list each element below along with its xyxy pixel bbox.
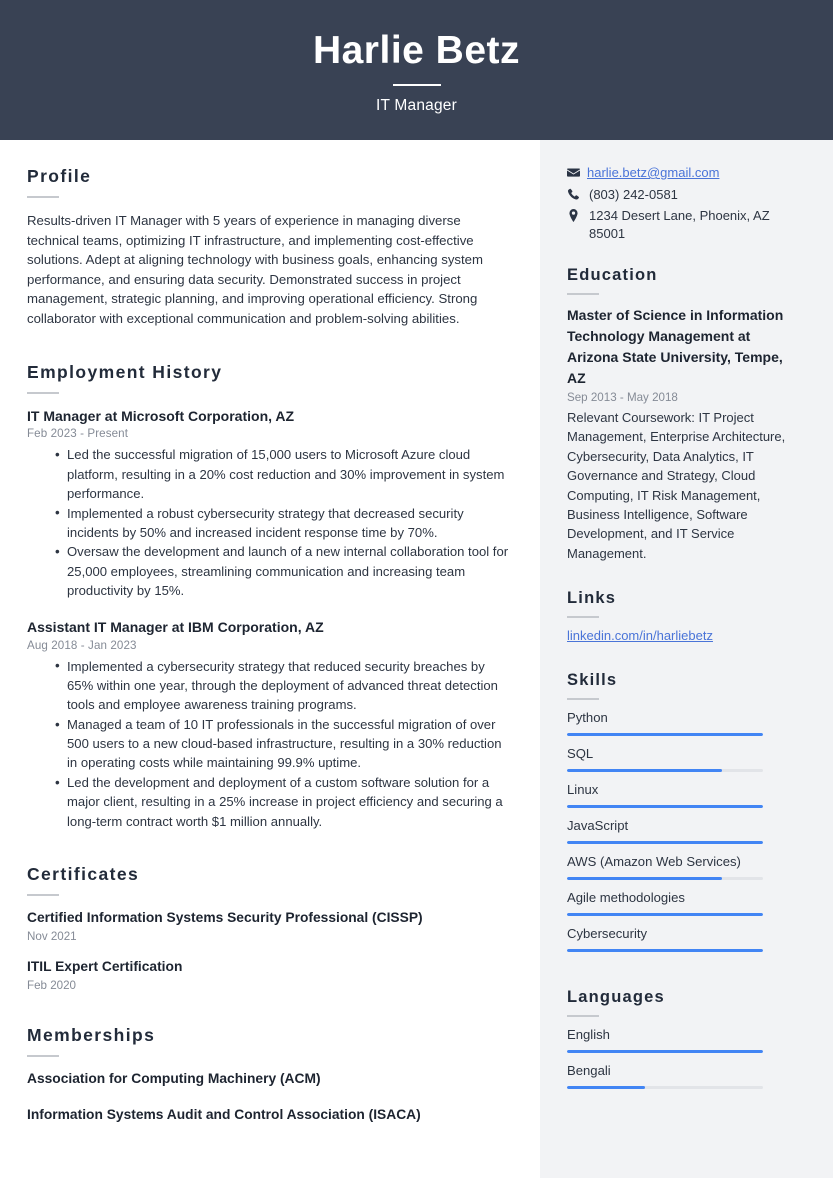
employment-dates: Aug 2018 - Jan 2023 [27, 638, 137, 652]
profile-summary-text: Results-driven IT Manager with 5 years of experience in managing diverse technical teams, optimizing IT infrastructure, and implementing cost-effective solutions. Adept at aligning technology with business goals, enhancing system performance, and ensuring data security. Demonstrated success in project management, strategic planning, and improving operational efficiency. Strong collaborator with exceptional communication and problem-solving abilities. [27, 213, 483, 326]
skill-bar-track [567, 949, 763, 952]
skill-bar-track [567, 733, 763, 736]
candidate-name: Harlie Betz [312, 28, 521, 72]
skill-bar-fill [567, 805, 763, 808]
skill-item [567, 854, 803, 880]
employment-entry [27, 407, 512, 601]
bullet-item: • Managed a team of 10 IT professionals in the successful migration of over 500 users to a new cloud-based infrastructure, resulting in a 30% reduction in operating costs while maintaining 99.9% uptime. [55, 715, 512, 773]
employment-entry [27, 618, 512, 831]
spacer [27, 992, 512, 1025]
skill-bar-track [567, 877, 763, 880]
membership-title: Information Systems Audit and Control Association (ISACA) [27, 1107, 421, 1123]
language-bar-track [567, 1086, 763, 1089]
membership-entry [27, 1070, 512, 1089]
language-bar-fill [567, 1050, 763, 1053]
section-heading-links: Links [567, 589, 617, 608]
skill-bar-fill [567, 949, 763, 952]
skill-item [567, 746, 803, 772]
section-memberships [27, 1025, 512, 1125]
skill-bar-track [567, 841, 763, 844]
language-bar-track [567, 1050, 763, 1053]
candidate-job-title: IT Manager [376, 97, 457, 115]
language-label: English [567, 1027, 610, 1043]
contact-phone-text: (803) 242-0581 [589, 186, 678, 202]
contact-details [567, 164, 803, 242]
spacer [27, 831, 512, 864]
membership-title: Association for Computing Machinery (ACM) [27, 1070, 321, 1086]
links-list [567, 627, 803, 645]
section-heading-employment: Employment History [27, 361, 223, 382]
skill-label: Cybersecurity [567, 926, 648, 942]
skill-label: Python [567, 710, 608, 726]
section-rule [27, 1055, 59, 1057]
skill-bar-fill [567, 841, 763, 844]
section-rule [567, 1015, 599, 1017]
bullet-item: • Led the development and deployment of a custom software solution for a major client, resulting in a 25% increase in project efficiency and securing a long-term contract worth $1 million annually. [55, 773, 512, 831]
contact-row-email [567, 164, 803, 182]
certificate-entry [27, 958, 512, 992]
employment-bullets [27, 445, 512, 600]
section-rule [567, 698, 599, 700]
resume-body [0, 140, 833, 1178]
certificate-date: Feb 2020 [27, 978, 76, 992]
skill-item [567, 890, 803, 916]
bullet-item: • Implemented a cybersecurity strategy that reduced security breaches by 65% within one year, through the deployment of advanced threat detection tools and employee awareness training programs. [55, 657, 512, 715]
contact-address-text: 1234 Desert Lane, Phoenix, AZ 85001 [589, 208, 770, 241]
section-heading-languages: Languages [567, 988, 665, 1007]
header-divider [393, 84, 441, 86]
sidebar-column [540, 140, 833, 1178]
section-heading-education: Education [567, 266, 658, 284]
certificate-date: Nov 2021 [27, 929, 77, 943]
bullet-item: • Oversaw the development and launch of a new internal collaboration tool for 25,000 employees, streamlining communication and increasing team productivity by 15%. [55, 542, 512, 600]
section-employment-history [27, 362, 512, 831]
contact-row-phone [567, 186, 803, 204]
spacer [567, 962, 803, 988]
section-rule [567, 616, 599, 618]
employment-bullets [27, 657, 512, 831]
skill-bar-track [567, 769, 763, 772]
skill-label: SQL [567, 746, 594, 762]
section-rule [27, 894, 59, 896]
envelope-icon [567, 164, 587, 179]
section-profile [27, 166, 512, 329]
link-linkedin[interactable]: linkedin.com/in/harliebetz [567, 628, 713, 644]
membership-entry [27, 1106, 512, 1125]
spacer [567, 645, 803, 671]
employment-title: IT Manager at Microsoft Corporation, AZ [27, 407, 295, 424]
section-heading-certificates: Certificates [27, 864, 140, 885]
language-bar-fill [567, 1086, 645, 1089]
section-education [567, 266, 803, 563]
resume-header [0, 0, 833, 140]
skill-label: AWS (Amazon Web Services) [567, 854, 741, 870]
certificate-title: Certified Information Systems Security Professional (CISSP) [27, 910, 423, 926]
main-column [0, 140, 540, 1178]
employment-dates: Feb 2023 - Present [27, 427, 129, 441]
bullet-item: • Led the successful migration of 15,000 users to Microsoft Azure cloud platform, resulting in a 20% cost reduction and 30% improvement in system performance. [55, 445, 512, 503]
section-rule [27, 392, 59, 394]
skill-item [567, 818, 803, 844]
employment-title: Assistant IT Manager at IBM Corporation, AZ [27, 619, 324, 636]
contact-row-address [567, 207, 803, 242]
contact-email-link[interactable]: harlie.betz@gmail.com [587, 165, 720, 180]
skill-bar-track [567, 805, 763, 808]
certificate-entry [27, 909, 512, 943]
skill-label: JavaScript [567, 818, 629, 834]
phone-icon [567, 186, 587, 201]
skill-bar-fill [567, 877, 722, 880]
spacer [27, 329, 512, 362]
education-dates: Sep 2013 - May 2018 [567, 391, 678, 404]
skill-bar-fill [567, 733, 763, 736]
skill-label: Agile methodologies [567, 890, 685, 906]
section-heading-profile: Profile [27, 166, 92, 186]
skill-item [567, 926, 803, 952]
section-rule [567, 293, 599, 295]
language-item [567, 1063, 803, 1089]
education-degree: Master of Science in Information Technology Management at Arizona State University, Tempe, AZ [567, 307, 784, 386]
spacer [567, 563, 803, 589]
certificate-title: ITIL Expert Certification [27, 958, 183, 974]
language-label: Bengali [567, 1063, 611, 1079]
section-links [567, 589, 803, 645]
section-skills [567, 671, 803, 952]
skill-label: Linux [567, 782, 599, 798]
bullet-item: • Implemented a robust cybersecurity strategy that decreased security incidents by 50% and increased incident response time by 70%. [55, 504, 512, 542]
section-rule [27, 196, 59, 198]
skill-bar-fill [567, 913, 763, 916]
skill-bar-track [567, 913, 763, 916]
language-item [567, 1027, 803, 1053]
education-description: Relevant Coursework: IT Project Management, Enterprise Architecture, Cybersecurity, Data Analytics, IT Governance and Strategy, Cloud Computing, IT Risk Management, Business Intelligence, Software Development, and IT Service Management. [567, 410, 786, 561]
section-certificates [27, 864, 512, 991]
skill-bar-fill [567, 769, 722, 772]
section-heading-skills: Skills [567, 671, 618, 690]
skill-item [567, 782, 803, 808]
section-languages [567, 988, 803, 1089]
section-heading-memberships: Memberships [27, 1024, 156, 1045]
skill-item [567, 710, 803, 736]
location-pin-icon [567, 207, 587, 222]
